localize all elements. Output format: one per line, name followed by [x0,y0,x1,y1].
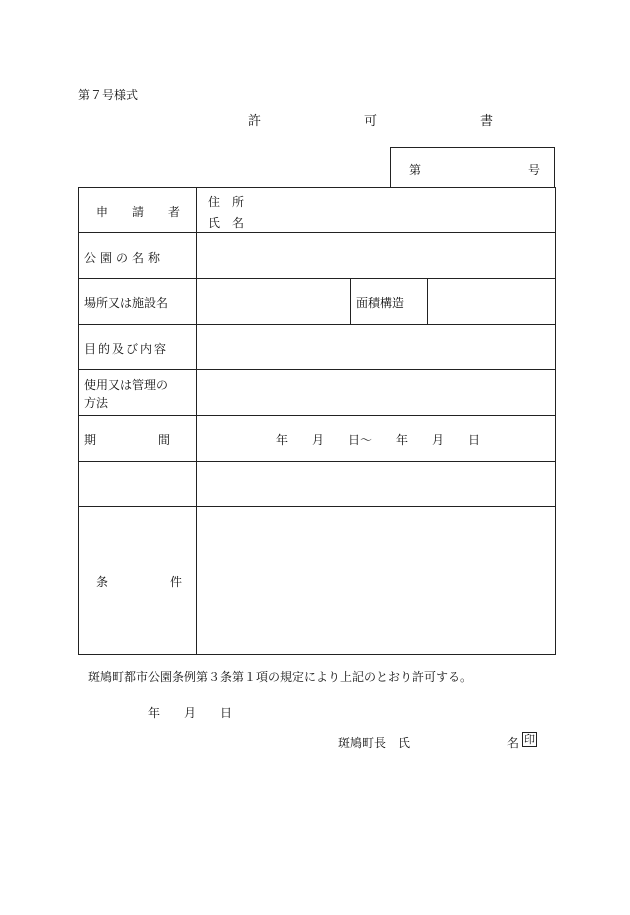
conditions-label: 条件 [96,575,245,589]
issue-date: 年 月 日 [148,706,233,720]
place-label: 場所又は施設名 [84,296,169,310]
permit-table [78,187,556,655]
method-label-line2: 方法 [84,396,109,410]
form-number: 第７号様式 [78,88,139,102]
area-structure-label: 面積構造 [356,296,405,310]
purpose-label: 目的及び内容 [84,342,169,356]
permit-statement: 斑鳩町都市公園条例第３条第１項の規定により上記のとおり許可する。 [88,670,473,684]
mayor-title: 斑鳩町長 氏 [338,736,411,750]
method-label-line1: 使用又は管理の [84,378,169,392]
permit-number-box [390,147,555,187]
number-prefix: 第 [409,163,422,177]
name-label: 氏 名 [208,216,245,230]
seal-stamp: 印 [524,733,535,746]
name-suffix: 名 [507,736,520,750]
park-name-label: 公園の名称 [84,251,165,265]
period-value: 年 月 日〜 年 月 日 [276,433,481,447]
document-title: 許 可 書 [248,114,539,129]
address-label: 住 所 [208,195,245,209]
period-label: 期間 [84,433,233,447]
number-suffix: 号 [527,163,540,177]
applicant-label: 申請者 [96,205,205,219]
